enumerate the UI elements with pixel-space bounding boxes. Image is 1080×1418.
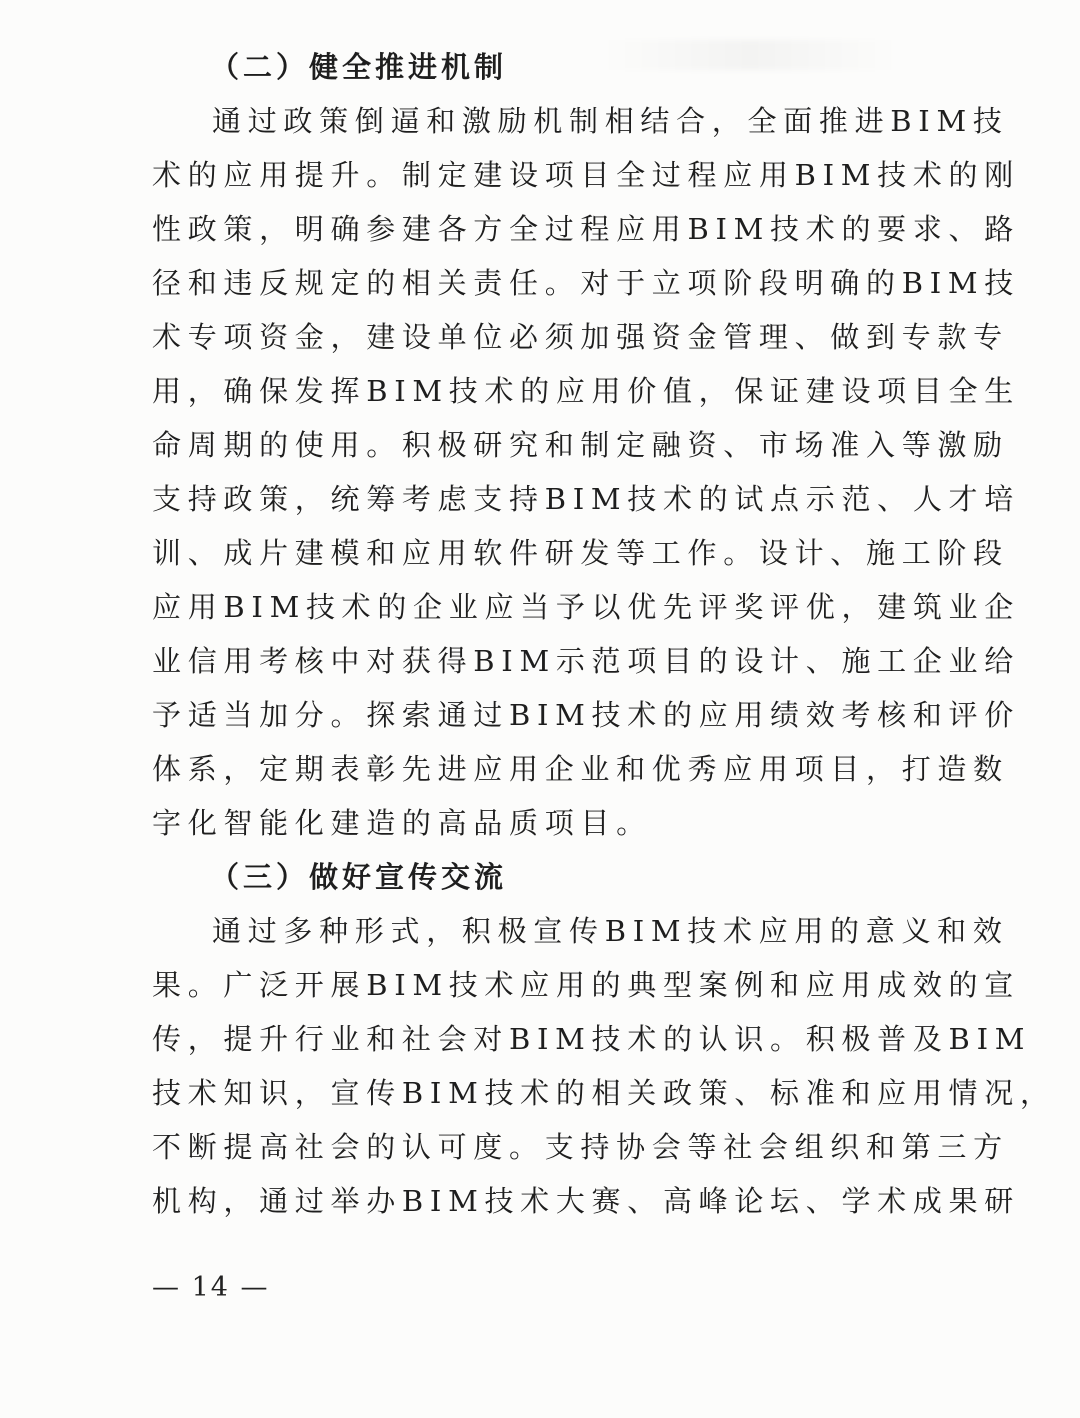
section-heading-2: （二）健全推进机制 bbox=[210, 50, 508, 84]
paragraph-line: 通过多种形式，积极宣传BIM技术应用的意义和效 bbox=[212, 914, 1009, 948]
paragraph-line: 不断提高社会的认可度。支持协会等社会组织和第三方 bbox=[152, 1130, 1009, 1164]
paragraph-line: 机构，通过举办BIM技术大赛、高峰论坛、学术成果研 bbox=[152, 1184, 1020, 1218]
paragraph-line: 果。广泛开展BIM技术应用的典型案例和应用成效的宣 bbox=[152, 968, 1020, 1002]
page-number: — 14 — bbox=[152, 1272, 270, 1303]
paragraph-line: 应用BIM技术的企业应当予以优先评奖评优，建筑业企 bbox=[152, 590, 1020, 624]
paragraph-line: 术专项资金，建设单位必须加强资金管理、做到专款专 bbox=[152, 320, 1009, 354]
paragraph-line: 体系，定期表彰先进应用企业和优秀应用项目，打造数 bbox=[152, 752, 1009, 786]
paragraph-line: 字化智能化建造的高品质项目。 bbox=[152, 806, 652, 840]
section-heading-3: （三）做好宣传交流 bbox=[210, 860, 508, 894]
document-body bbox=[152, 40, 1056, 1228]
paragraph-line: 训、成片建模和应用软件研发等工作。设计、施工阶段 bbox=[152, 536, 1009, 570]
paragraph-line: 用，确保发挥BIM技术的应用价值，保证建设项目全生 bbox=[152, 374, 1020, 408]
paragraph-line: 予适当加分。探索通过BIM技术的应用绩效考核和评价 bbox=[152, 698, 1020, 732]
paragraph-line: 术的应用提升。制定建设项目全过程应用BIM技术的刚 bbox=[152, 158, 1020, 192]
paragraph-line: 技术知识，宣传BIM技术的相关政策、标准和应用情况， bbox=[152, 1076, 1056, 1110]
paragraph-line: 性政策，明确参建各方全过程应用BIM技术的要求、路 bbox=[152, 212, 1020, 246]
paragraph-line: 命周期的使用。积极研究和制定融资、市场准入等激励 bbox=[152, 428, 1009, 462]
paragraph-line: 径和违反规定的相关责任。对于立项阶段明确的BIM技 bbox=[152, 266, 1020, 300]
paragraph-line: 通过政策倒逼和激励机制相结合，全面推进BIM技 bbox=[212, 104, 1009, 138]
paragraph-line: 业信用考核中对获得BIM示范项目的设计、施工企业给 bbox=[152, 644, 1020, 678]
paragraph-line: 传，提升行业和社会对BIM技术的认识。积极普及BIM bbox=[152, 1022, 1032, 1056]
paragraph-line: 支持政策，统筹考虑支持BIM技术的试点示范、人才培 bbox=[152, 482, 1020, 516]
